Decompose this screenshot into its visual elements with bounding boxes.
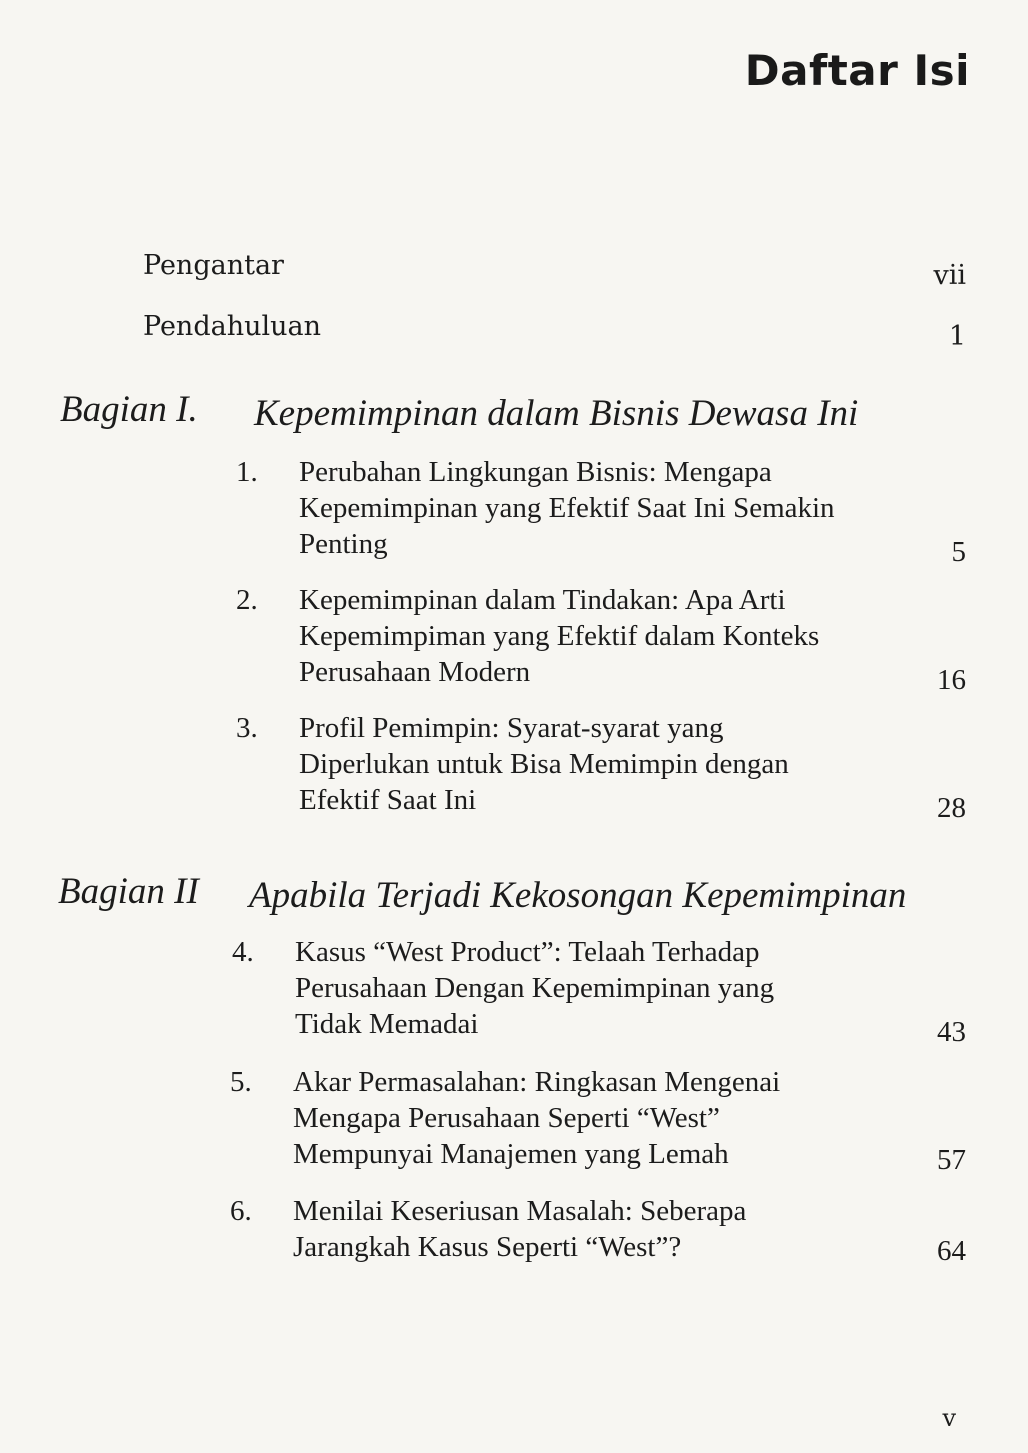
chapter-number: 6. [230, 1195, 252, 1227]
chapter-number: 3. [236, 712, 258, 744]
toc-chapter-1[interactable] [236, 454, 966, 568]
chapter-number: 1. [236, 456, 258, 488]
part-title: Kepemimpinan dalam Bisnis Dewasa Ini [254, 393, 859, 434]
part-title: Apabila Terjadi Kekosongan Kepemimpinan [249, 875, 907, 916]
entry-page-number: 64 [937, 1235, 966, 1267]
part-heading-1 [0, 388, 1028, 436]
entry-page-number: 16 [937, 664, 966, 696]
entry-title: Pengantar [143, 250, 284, 281]
entry-page-number: vii [933, 260, 966, 291]
entry-page-number: 28 [937, 792, 966, 824]
entry-title: Pendahuluan [143, 311, 321, 342]
chapter-number: 4. [232, 936, 254, 968]
chapter-title: Profil Pemimpin: Syarat-syarat yang Diperlukan untuk Bisa Memimpin dengan Efektif Saat Ini [299, 712, 789, 816]
chapter-title: Kepemimpinan dalam Tindakan: Apa Arti Kepemimpiman yang Efektif dalam Konteks Perusahaan Modern [299, 584, 820, 688]
chapter-title: Akar Permasalahan: Ringkasan Mengenai Mengapa Perusahaan Seperti “West” Mempunyai Manajemen yang Lemah [293, 1066, 781, 1170]
entry-page-number: 5 [951, 536, 966, 568]
chapter-title: Menilai Keseriusan Masalah: Seberapa Jarangkah Kasus Seperti “West”? [293, 1195, 747, 1263]
toc-chapter-5[interactable] [230, 1064, 966, 1174]
part-label: Bagian II [58, 871, 199, 912]
toc-chapter-4[interactable] [232, 934, 966, 1048]
entry-page-number: 1 [948, 321, 966, 352]
entry-page-number: 57 [937, 1144, 966, 1176]
part-label: Bagian I. [60, 389, 198, 430]
toc-chapter-3[interactable] [236, 710, 966, 824]
page-folio: v [942, 1404, 956, 1432]
chapter-number: 5. [230, 1066, 252, 1098]
toc-front-entry-pengantar[interactable] [143, 250, 966, 290]
toc-front-entry-pendahuluan[interactable] [143, 311, 966, 351]
part-heading-2 [0, 870, 1028, 918]
toc-chapter-2[interactable] [236, 582, 966, 696]
entry-page-number: 43 [937, 1016, 966, 1048]
toc-chapter-6[interactable] [230, 1193, 966, 1269]
chapter-title: Perubahan Lingkungan Bisnis: Mengapa Kepemimpinan yang Efektif Saat Ini Semakin Penting [299, 456, 835, 560]
chapter-number: 2. [236, 584, 258, 616]
toc-heading: Daftar Isi [744, 46, 970, 95]
chapter-title: Kasus “West Product”: Telaah Terhadap Perusahaan Dengan Kepemimpinan yang Tidak Memadai [295, 936, 775, 1040]
